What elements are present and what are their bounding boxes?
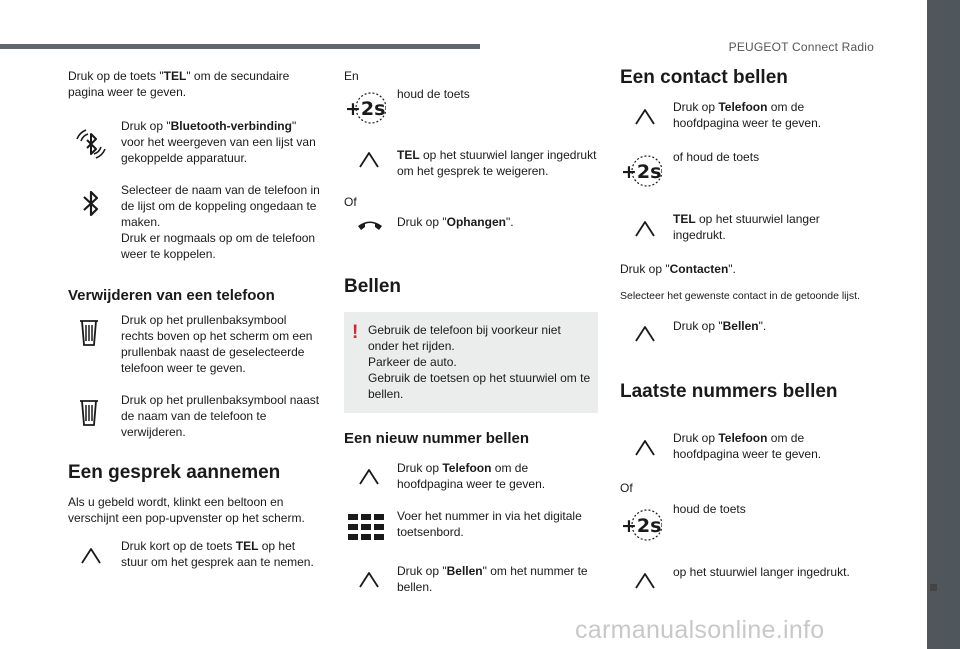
answer-intro: Als u gebeld wordt, klinkt een beltoon en verschijnt een pop-upvenster op het scherm. [68, 495, 305, 525]
contact-select-text: Selecteer het gewenste contact in de getoonde lijst. [620, 290, 860, 302]
tap-icon [634, 218, 656, 238]
warning-icon: ! [352, 322, 359, 343]
continue-marker [930, 584, 937, 591]
contact-call-step: Druk op "Bellen". [673, 319, 767, 333]
bluetooth-step: Druk op "Bluetooth-verbinding" voor het weergeven van een lijst van gekoppelde apparatuur. [121, 119, 316, 165]
remove-step-1: Druk op het prullenbaksymbool rechts boven op het scherm om een prullenbak naast de geselecteerde telefoon weer te geven. [121, 313, 313, 375]
tap-icon [634, 570, 656, 590]
call-contact-heading: Een contact bellen [620, 67, 788, 88]
remove-phone-heading: Verwijderen van een telefoon [68, 287, 275, 304]
page-side-tab [927, 0, 960, 649]
notice-text: Gebruik de telefoon bij voorkeur niet onder het rijden. Parkeer de auto. Gebruik de toetsen op het stuurwiel om te bellen. [368, 323, 591, 401]
select-phone-step: Selecteer de naam van de telefoon in de lijst om de koppeling ongedaan te maken. Druk er nogmaals op om de telefoon weer te koppelen. [121, 183, 320, 261]
recent-hold-text: houd de toets [673, 502, 746, 516]
contact-step-1: Druk op Telefoon om de hoofdpagina weer te geven. [673, 100, 822, 130]
page-number: 15 [927, 604, 942, 619]
tap-icon [358, 149, 380, 169]
hangup-step: Druk op "Ophangen". [397, 215, 514, 229]
tap-icon [634, 437, 656, 457]
new-number-step-3: Druk op "Bellen" om het nummer te bellen. [397, 564, 588, 594]
new-number-step-1: Druk op Telefoon om de hoofdpagina weer te geven. [397, 461, 546, 491]
keypad-icon [348, 514, 386, 540]
bluetooth-connection-icon [74, 127, 108, 161]
page-header-title: PEUGEOT Connect Radio [728, 40, 874, 54]
answer-step: Druk kort op de toets TEL op het stuur om het gesprek aan te nemen. [121, 539, 314, 569]
answer-call-heading: Een gesprek aannemen [68, 462, 281, 483]
tap-icon [358, 569, 380, 589]
hold-2s-icon [344, 91, 386, 125]
reject-call-step: TEL op het stuurwiel langer ingedrukt om het gesprek te weigeren. [397, 148, 597, 178]
trash-icon [78, 318, 100, 348]
trash-icon [78, 398, 100, 428]
recent-step-1: Druk op Telefoon om de hoofdpagina weer te geven. [673, 431, 822, 461]
contact-tel-step: TEL op het stuurwiel langer ingedrukt. [673, 212, 820, 242]
tap-icon [80, 545, 102, 565]
recent-or-label: Of [620, 481, 633, 495]
and-label: En [344, 69, 359, 83]
hold-2s-icon [620, 508, 662, 542]
header-rule [0, 44, 480, 49]
remove-step-2: Druk op het prullenbaksymbool naast de naam van de telefoon te verwijderen. [121, 393, 320, 439]
svg-text:+2s: +2s [621, 515, 662, 537]
hangup-icon [357, 218, 383, 232]
new-number-heading: Een nieuw nummer bellen [344, 430, 530, 447]
watermark: carmanualsonline.info [575, 616, 825, 644]
hold-key-text: houd de toets [397, 87, 470, 101]
svg-text:+2s: +2s [345, 98, 386, 120]
hold-2s-icon [620, 154, 662, 188]
bluetooth-icon [80, 188, 102, 220]
tap-icon [358, 466, 380, 486]
recent-wheel-step: op het stuurwiel langer ingedrukt. [673, 565, 850, 579]
new-number-step-2: Voer het nummer in via het digitale toetsenbord. [397, 509, 582, 539]
calling-heading: Bellen [344, 276, 402, 297]
or-label: Of [344, 195, 357, 209]
contacts-step: Druk op "Contacten". [620, 262, 736, 276]
tap-icon [634, 106, 656, 126]
tap-icon [634, 323, 656, 343]
svg-text:+2s: +2s [621, 161, 662, 183]
recent-numbers-heading: Laatste nummers bellen [620, 381, 838, 402]
contact-hold-text: of houd de toets [673, 150, 760, 164]
intro-text: Druk op de toets "TEL" om de secundaire pagina weer te geven. [68, 69, 290, 99]
